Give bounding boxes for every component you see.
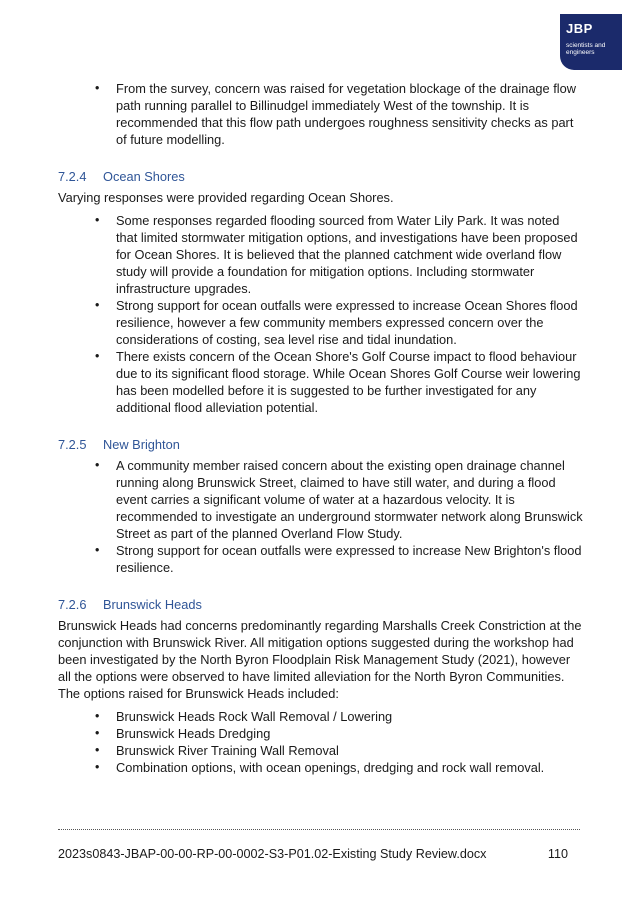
section-number: 7.2.5: [58, 437, 87, 452]
ocean-shores-bullet-list: [58, 212, 583, 416]
section-number: 7.2.4: [58, 169, 87, 184]
footer-divider: [58, 829, 580, 830]
page-number: 110: [547, 847, 568, 861]
list-item: • There exists concern of the Ocean Shore's Golf Course impact to flood behaviour due to its significant flood storage. While Ocean Shores Golf Course weir lowering has been modelled before it is suggested to be further investigated for any additional flood alleviation potential.: [58, 348, 583, 416]
section-heading-ocean-shores: [58, 168, 583, 185]
list-item: • Strong support for ocean outfalls were expressed to increase New Brighton's flood resilience.: [58, 542, 583, 576]
section-title: Ocean Shores: [103, 169, 185, 184]
list-item: • Combination options, with ocean openings, dredging and rock wall removal.: [58, 759, 583, 776]
section-heading-new-brighton: [58, 436, 583, 453]
list-item: • Strong support for ocean outfalls were expressed to increase Ocean Shores flood resilience, however a few community members expressed concern over the considerations of costing, sea level rise and tidal inundation.: [58, 297, 583, 348]
section-number: 7.2.6: [58, 597, 87, 612]
section-paragraph: Varying responses were provided regarding Ocean Shores.: [58, 190, 394, 205]
footer-document-name: 2023s0843-JBAP-00-00-RP-00-0002-S3-P01.02-Existing Study Review.docx: [58, 847, 487, 861]
section-paragraph: Brunswick Heads had concerns predominantly regarding Marshalls Creek Constriction at the conjunction with Brunswick River. All mitigation options suggested during the workshop had been investigated by the North Byron Floodplain Risk Management Study (2021), however all the options were observed to have limited alleviation for the North Byron Communities. The options raised for Brunswick Heads included:: [58, 618, 582, 701]
brunswick-heads-bullet-list: [58, 708, 583, 776]
document-body: [58, 80, 583, 776]
section-title: New Brighton: [103, 437, 180, 452]
list-item: • Some responses regarded flooding sourced from Water Lily Park. It was noted that limited stormwater mitigation options, and investigations have been proposed for Ocean Shores. It is believed that the planned catchment wide overland flow study will provide a foundation for mitigation options. Including stormwater infrastructure upgrades.: [58, 212, 583, 297]
jbp-logo: [560, 14, 622, 70]
logo-tagline: scientists and engineers: [566, 42, 606, 56]
list-item: • Brunswick River Training Wall Removal: [58, 742, 583, 759]
intro-bullet-list: [58, 80, 583, 148]
list-item: • Brunswick Heads Dredging: [58, 725, 583, 742]
section-heading-brunswick-heads: [58, 596, 583, 613]
list-item: • Brunswick Heads Rock Wall Removal / Lowering: [58, 708, 583, 725]
section-title: Brunswick Heads: [103, 597, 202, 612]
logo-brand: JBP: [566, 21, 593, 36]
list-item: • A community member raised concern about the existing open drainage channel running along Brunswick Street, claimed to have still water, and during a flood event carries a significant volume of water at a hazardous velocity. It is recommended to investigate an underground stormwater network along Brunswick Street as part of the planned Overland Flow Study.: [58, 457, 583, 542]
list-item: • From the survey, concern was raised for vegetation blockage of the drainage flow path running parallel to Billinudgel immediately West of the township. It is recommended that this flow path undergoes roughness sensitivity checks as part of future modelling.: [58, 80, 583, 148]
new-brighton-bullet-list: [58, 457, 583, 576]
